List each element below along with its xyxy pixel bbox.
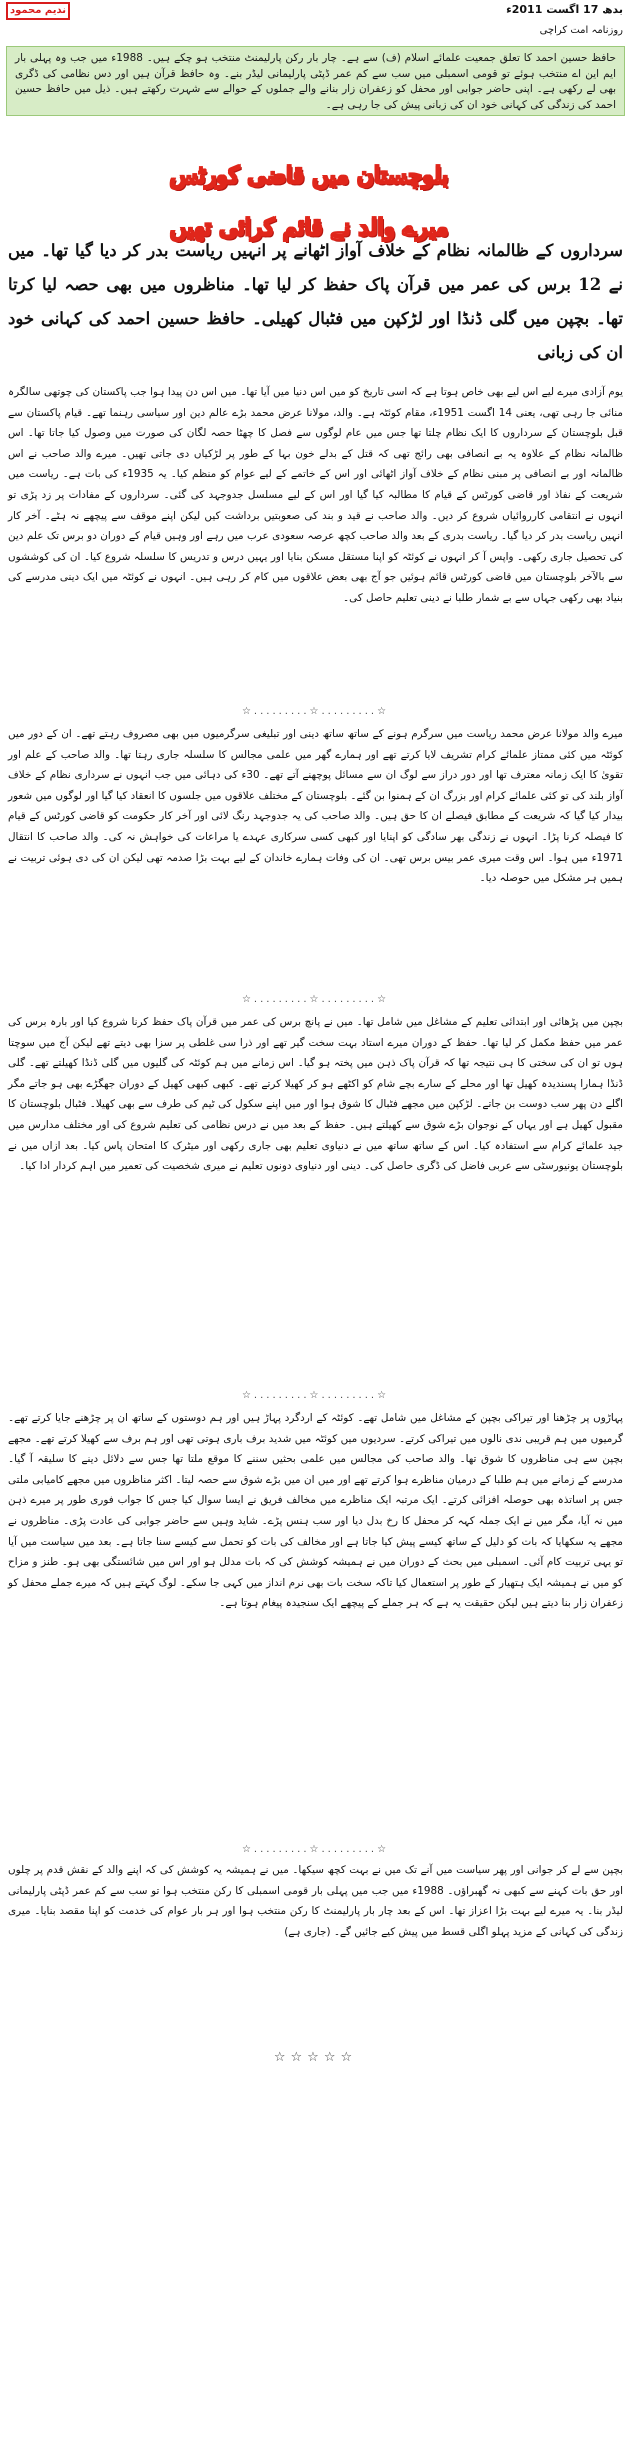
article-section-3: بچپن میں پڑھائی اور ابتدائی تعلیم کے مشاغل میں شامل تھا۔ میں نے پانچ برس کی عمر میں قرآن پاک حفظ کرنا شروع کیا اور بارہ برس کی عمر میں حفظ مکمل کر لیا تھا۔ حفظ کے دوران میرے استاد بہت سخت گیر تھے اور ذرا سی غلطی پر سزا بھی دیتے تھے لیکن آج میں سوچتا ہوں تو ان کی سختی کا ہی نتیجہ تھا کہ قرآن پاک ذہن میں پختہ ہو گیا۔ اس زمانے میں ہم کوئٹہ کی گلیوں میں گلی ڈنڈا کھیلتے تھے۔ گلی ڈنڈا ہمارا پسندیدہ کھیل تھا اور محلے کے سارے بچے شام کو اکٹھے ہو کر کھیلا کرتے تھے۔ کبھی کبھی کھیل کے دوران جھگڑے بھی ہو جاتے مگر اگلے دن پھر سب دوست بن جاتے۔ لڑکپن میں مجھے فٹبال کا شوق ہوا اور میں اپنے سکول کی ٹیم کی طرف سے بھی کھیلا۔ فٹبال بلوچستان کا مقبول کھیل ہے اور یہاں کے نوجوان بڑے شوق سے کھیلتے ہیں۔ حفظ کے بعد میں نے درس نظامی کی تعلیم شروع کی اور مختلف مدارس میں جید علمائے کرام سے استفادہ کیا۔ اس کے ساتھ ساتھ میں نے دنیاوی تعلیم بھی جاری رکھی اور میٹرک کا امتحان پاس کیا۔ بعد ازاں میں نے بلوچستان یونیورسٹی سے عربی فاضل کی ڈگری حاصل کی۔ دینی اور دنیاوی دونوں تعلیم نے میری شخصیت کی تعمیر میں اہم کردار ادا کیا۔ bbox=[8, 1016, 623, 1173]
publication-name: روزنامہ امت کراچی bbox=[539, 25, 623, 36]
subheadline: سرداروں کے ظالمانہ نظام کے خلاف آواز اٹھانے پر انہیں ریاست بدر کر دیا گیا تھا۔ میں نے 12 برس کی عمر میں قرآن پاک حفظ کر لیا تھا۔ مناظروں میں بھی حصہ لیا کرتا تھا۔ بچپن میں گلی ڈنڈا اور لڑکپن میں فٹبال کھیلی۔ حافظ حسین احمد کی کہانی خود ان کی زبانی bbox=[8, 241, 623, 362]
article-section-1: یوم آزادی میرے لیے اس لیے بھی خاص ہوتا ہے کہ اسی تاریخ کو میں اس دنیا میں آیا تھا۔ میں اس دن پیدا ہوا جب پاکستان کی چوتھی سالگرہ منائی جا رہی تھی، یعنی 14 اگست 1951ء، مقام کوئٹہ ہے۔ والد، مولانا عرض محمد بڑے عالم دین اور سیاسی رہنما تھے۔ قیام پاکستان سے قبل بلوچستان کے سرداروں کا ایک نظام چلتا تھا جس میں عام لوگوں سے فصل کا چھٹا حصہ لگان کی صورت میں وصول کیا جاتا تھا۔ اس ظالمانہ نظام کے علاوہ یہ بے انصافی بھی رائج تھی کہ قتل کے بدلے خون بہا کے طور پر لڑکیاں دی جاتی تھیں۔ میرے والد صاحب نے اس ظالمانہ اور بے انصافی پر مبنی نظام کے خلاف آواز اٹھائی اور اس کے خاتمے کے لیے عوام کو منظم کیا۔ یہ 1935ء کی بات ہے۔ ریاست میں شریعت کے نفاذ اور قاضی کورٹس کے قیام کا مطالبہ کیا گیا اور اس کے لیے مسلسل جدوجہد کی گئی۔ سرداروں کے مفادات پر زد پڑی تو انہوں نے انتقامی کارروائیاں شروع کر دیں۔ والد صاحب نے قید و بند کی صعوبتیں برداشت کیں لیکن اپنے موقف سے پیچھے نہ ہٹے۔ آخر کار انہیں ریاست بدر کر دیا گیا۔ ریاست بدری کے بعد والد صاحب کچھ عرصہ سعودی عرب میں رہے اور وہیں قیام کے دوران دو برس تک علم دین کی تحصیل جاری رکھی۔ واپس آ کر انہوں نے کوئٹہ کو اپنا مستقل مسکن بنایا اور یہیں درس و تدریس کا سلسلہ شروع کیا۔ ان کی کوششوں سے بالآخر بلوچستان میں قاضی کورٹس قائم ہوئیں جو آج بھی بعض علاقوں میں کام کر رہی ہیں۔ انہوں نے کوئٹہ میں ایک دینی مدرسے کی بنیاد بھی رکھی جہاں سے بے شمار طلبا نے دینی تعلیم حاصل کی۔ bbox=[8, 386, 623, 604]
publication-date: بدھ 17 اگست 2011ء bbox=[506, 3, 623, 16]
section-separator: ☆.........☆.........☆ bbox=[241, 1390, 390, 1401]
article-section-5: بچپن سے لے کر جوانی اور پھر سیاست میں آنے تک میں نے بہت کچھ سیکھا۔ میں نے ہمیشہ یہ کوشش کی کہ اپنے والد کے نقش قدم پر چلوں اور حق بات کہنے سے کبھی نہ گھبراؤں۔ 1988ء میں جب میں پہلی بار قومی اسمبلی کا رکن منتخب ہوا تو سب سے کم عمر ڈپٹی پارلیمانی لیڈر بنا۔ یہ میرے لیے بہت بڑا اعزاز تھا۔ اس کے بعد چار بار پارلیمنٹ کا رکن منتخب ہوا اور ہر بار عوام کی خدمت کو اپنا مقصد بنایا۔ میری زندگی کی کہانی کے مزید پہلو اگلی قسط میں پیش کیے جائیں گے۔ (جاری ہے) bbox=[8, 1864, 623, 1938]
page-header bbox=[0, 0, 631, 50]
section-separator: ☆.........☆.........☆ bbox=[241, 706, 390, 717]
article-section-4: پہاڑوں پر چڑھنا اور تیراکی بچپن کے مشاغل میں شامل تھے۔ کوئٹہ کے اردگرد پہاڑ ہیں اور ہم دوستوں کے ساتھ ان پر چڑھنے جایا کرتے تھے۔ گرمیوں میں ہم قریبی ندی نالوں میں تیراکی کرتے۔ سردیوں میں کوئٹہ میں شدید برف باری ہوتی تھی اور ہم برف سے کھیلا کرتے تھے۔ مجھے بچپن سے ہی مناظروں کا شوق تھا۔ والد صاحب کی مجالس میں علمی بحثیں سننے کا موقع ملتا تھا جس سے دلائل دینے کا سلیقہ آ گیا۔ مدرسے کے زمانے میں ہم طلبا کے درمیان مناظرے ہوا کرتے تھے اور میں ان میں بڑے شوق سے حصہ لیتا۔ اکثر مناظروں میں مجھے کامیابی ملتی جس پر اساتذہ بھی حوصلہ افزائی کرتے۔ ایک مرتبہ ایک مناظرے میں مخالف فریق نے ایسا سوال کیا جس کا جواب فوری طور پر میرے ذہن میں نہ آیا، مگر میں نے ایک جملہ کہہ کر محفل کا رخ بدل دیا اور سب ہنس پڑے۔ شاید وہیں سے حاضر جوابی کی عادت پڑی۔ مناظروں نے مجھے یہ سکھایا کہ بات کو دلیل کے ساتھ کیسے پیش کیا جاتا ہے اور مخالف کی بات کو تحمل سے کیسے سنا جاتا ہے۔ بعد میں سیاست میں آیا تو یہی تربیت کام آئی۔ اسمبلی میں بحث کے دوران میں نے ہمیشہ کوشش کی کہ بات مدلل ہو اور اس میں شائستگی بھی ہو۔ طنز و مزاح کو میں نے ہمیشہ ایک ہتھیار کے طور پر استعمال کیا تاکہ سخت بات بھی نرم انداز میں کہی جا سکے۔ لوگ کہتے ہیں کہ میرے جملے محفل کو زعفران زار بنا دیتے ہیں لیکن حقیقت یہ ہے کہ ہر جملے کے پیچھے ایک سنجیدہ پیغام ہوتا ہے۔ bbox=[8, 1412, 623, 1610]
headline: بلوچستان میں قاضی کورٹس میرے والد نے قائم کرائی تھیں bbox=[169, 162, 449, 241]
author-byline: ندیم محمود bbox=[6, 2, 70, 20]
section-separator: ☆.........☆.........☆ bbox=[241, 1844, 390, 1855]
headline-container bbox=[150, 140, 468, 241]
end-stars: ☆☆☆☆☆ bbox=[273, 2050, 358, 2065]
headline-banner bbox=[0, 140, 631, 241]
article-section-2: میرے والد مولانا عرض محمد ریاست میں سرگرم ہونے کے ساتھ ساتھ دینی اور تبلیغی سرگرمیوں میں بھی مصروف رہتے تھے۔ ان کے دور میں کوئٹہ میں کئی ممتاز علمائے کرام تشریف لایا کرتے تھے اور ہمارے گھر میں علمی مجالس کا سلسلہ جاری رہتا تھا۔ والد صاحب کے علم اور تقویٰ کا ایک زمانہ معترف تھا اور دور دراز سے لوگ ان سے مسائل پوچھنے آتے تھے۔ 30ء کی دہائی میں جب انہوں نے سرداری نظام کے خلاف آواز بلند کی تو کئی علمائے کرام اور بزرگ ان کے ہمنوا بن گئے۔ بلوچستان کے مختلف علاقوں میں جلسوں کا انعقاد کیا گیا اور لوگوں میں شعور بیدار کیا گیا کہ شریعت کے مطابق فیصلے ان کا حق ہیں۔ والد صاحب کی یہ جدوجہد رنگ لائی اور آخر کار حکومت کو قاضی کورٹس کے قیام کا فیصلہ کرنا پڑا۔ انہوں نے زندگی بھر سادگی کو اپنایا اور کبھی کسی سرکاری عہدے یا مراعات کی خواہش نہ کی۔ والد صاحب کا انتقال 1971ء میں ہوا۔ اس وقت میری عمر بیس برس تھی۔ ان کی وفات ہمارے خاندان کے لیے بہت بڑا صدمہ تھی لیکن ان کی دی ہوئی تربیت نے ہمیں ہر مشکل میں حوصلہ دیا۔ bbox=[8, 728, 623, 885]
section-separator: ☆.........☆.........☆ bbox=[241, 994, 390, 1005]
intro-summary: حافظ حسین احمد کا تعلق جمعیت علمائے اسلام (ف) سے ہے۔ چار بار رکن پارلیمنٹ منتخب ہو چکے ہیں۔ 1988ء میں جب وہ پہلی بار ایم این اے منتخب ہوئے تو قومی اسمبلی میں سب سے کم عمر ڈپٹی پارلیمانی لیڈر بنے۔ وہ حافظ قرآن ہیں اور دس نظامی کی ڈگری بھی لے رکھی ہے۔ اپنی حاضر جوابی اور محفل کو زعفران زار بنانے والے جملوں کے حوالے سے شہرت رکھتے ہیں۔ ذیل میں حافظ حسین احمد کی زندگی کی کہانی خود ان کی زبانی پیش کی جا رہی ہے۔ bbox=[6, 46, 625, 116]
